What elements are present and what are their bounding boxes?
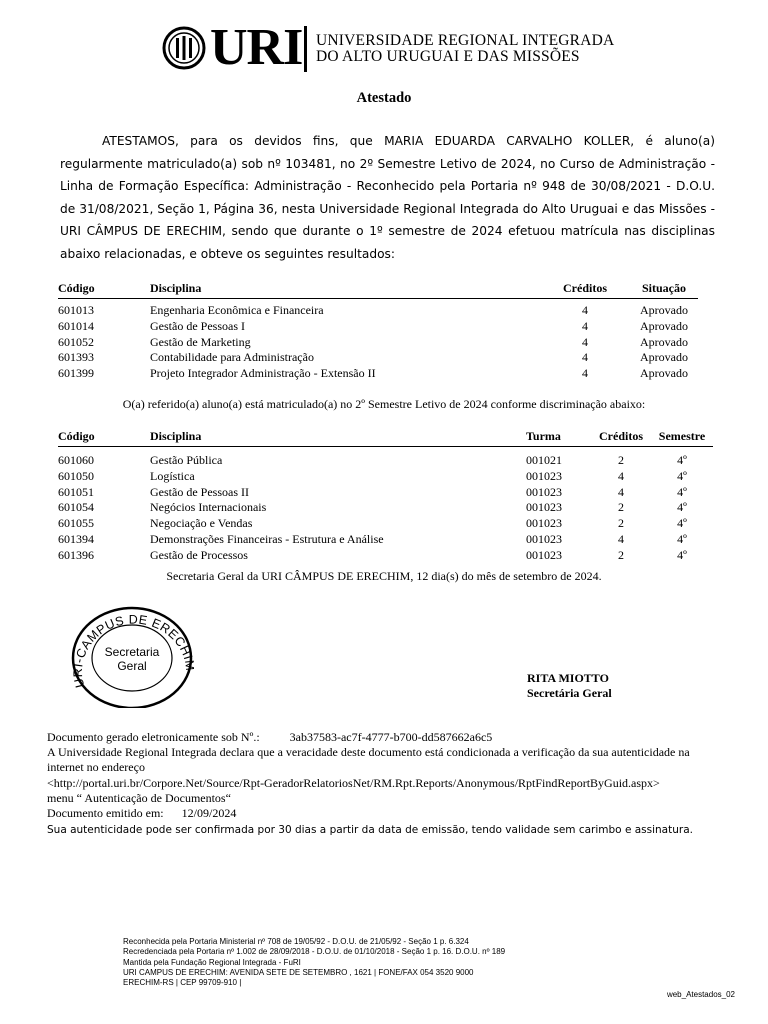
- cell-credits: 4: [618, 468, 624, 483]
- menu-text: menu “ Autenticação de Documentos“: [47, 790, 231, 805]
- table-row: [58, 548, 713, 564]
- cell-credits: 4: [582, 303, 588, 317]
- cell-code: 601396: [58, 547, 94, 562]
- cell-credits: 4: [582, 318, 588, 333]
- table-row: [58, 350, 698, 366]
- cell-code: 601054: [58, 500, 94, 515]
- cell-status: Aprovado: [640, 350, 688, 365]
- cell-credits: 4: [618, 484, 624, 499]
- cell-discipline: Logística: [150, 468, 195, 483]
- cell-discipline: Demonstrações Financeiras - Estrutura e Análise: [150, 531, 384, 546]
- generated-id[interactable]: 3ab37583-ac7f-4777-b700-dd587662a6c5: [289, 730, 493, 744]
- cell-class: 001023: [526, 484, 562, 499]
- issued-line: [47, 806, 727, 821]
- table-row: [58, 469, 713, 485]
- seal-center-line2: Geral: [117, 659, 147, 673]
- cell-code: 601052: [58, 334, 94, 349]
- cell-status: Aprovado: [640, 303, 688, 317]
- web-reference: web_Atestados_02: [666, 990, 735, 999]
- cell-class: 001023: [526, 516, 562, 531]
- header-semester: Semestre: [651, 426, 713, 447]
- cell-discipline: Projeto Integrador Administração - Extensão II: [150, 366, 376, 381]
- cell-class: 001023: [526, 500, 562, 515]
- verification-text: A Universidade Regional Integrada declara que a veracidade deste documento está condicionada a verificação da sua autenticidade na internet no endereço: [47, 745, 690, 775]
- logo-text: URI: [210, 19, 303, 76]
- info-line: ERECHIM-RS | CEP 99709-910 |: [123, 978, 242, 988]
- seal-center-line1: Secretaria: [104, 645, 160, 659]
- signer-role: Secretária Geral: [527, 686, 612, 700]
- header-discipline: Disciplina: [150, 278, 540, 299]
- cell-semester: 4º: [677, 516, 687, 531]
- cell-credits: 4: [582, 334, 588, 349]
- cell-code: 601050: [58, 468, 94, 483]
- cell-credits: 4: [582, 366, 588, 381]
- secretaria-seal: [70, 604, 194, 713]
- header-discipline: Disciplina: [150, 426, 526, 447]
- cell-code: 601394: [58, 531, 94, 546]
- verification-url[interactable]: <http://portal.uri.br/Corpore.Net/Source/Rpt-GeradorRelatoriosNet/RM.Rpt.Reports/Anonymous/RptFindReportByGuid.aspx>: [47, 775, 660, 790]
- cell-status: Aprovado: [640, 318, 688, 333]
- info-line: URI CAMPUS DE ERECHIM: AVENIDA SETE DE SETEMBRO , 1621 | FONE/FAX 054 3520 9000: [123, 967, 474, 977]
- university-name: [316, 33, 614, 65]
- cell-discipline: Gestão de Processos: [150, 547, 248, 562]
- results-table: [58, 278, 698, 382]
- issue-date-line: Secretaria Geral da URI CÂMPUS DE ERECHIM, 12 dia(s) do mês de setembro de 2024.: [166, 569, 602, 583]
- issued-date: 12/09/2024: [181, 806, 237, 821]
- cell-credits: 2: [618, 516, 624, 531]
- cell-status: Aprovado: [640, 334, 688, 349]
- header-class: Turma: [526, 426, 591, 447]
- uri-emblem-icon: [162, 26, 206, 75]
- generated-label: Documento gerado eletronicamente sob Nº.:: [47, 730, 260, 744]
- cell-class: 001023: [526, 531, 562, 546]
- header-code: Código: [58, 278, 150, 299]
- cell-credits: 4: [618, 531, 624, 546]
- cell-code: 601399: [58, 366, 94, 381]
- issued-label: Documento emitido em:: [47, 806, 164, 821]
- cell-discipline: Gestão de Pessoas II: [150, 484, 249, 499]
- cell-discipline: Engenharia Econômica e Financeira: [150, 303, 324, 317]
- signer-name: RITA MIOTTO: [527, 671, 609, 685]
- cell-discipline: Negócios Internacionais: [150, 500, 267, 515]
- cell-semester: 4º: [677, 468, 687, 483]
- cell-discipline: Negociação e Vendas: [150, 516, 253, 531]
- info-line: Recredenciada pela Portaria nº 1.002 de 28/09/2018 - D.O.U. de 01/10/2018 - Seção 1 p. 16. D.O.U. nº 189: [123, 947, 506, 957]
- cell-code: 601055: [58, 516, 94, 531]
- cell-credits: 2: [618, 547, 624, 562]
- cell-semester: 4º: [677, 547, 687, 562]
- table-row: [58, 319, 698, 335]
- enrollment-table: [58, 426, 713, 564]
- header-credits: Créditos: [591, 426, 651, 447]
- cell-discipline: Contabilidade para Administração: [150, 350, 314, 365]
- validity-text: Sua autenticidade pode ser confirmada por 30 dias a partir da data de emissão, tendo validade sem carimbo e assinatura.: [47, 824, 693, 837]
- enrollment-note: O(a) referido(a) aluno(a) está matriculado(a) no 2º Semestre Letivo de 2024 conforme discriminação abaixo:: [122, 397, 646, 411]
- cell-class: 001021: [526, 453, 562, 467]
- cell-code: 601393: [58, 350, 94, 365]
- cell-discipline: Gestão Pública: [150, 453, 223, 467]
- info-line: Reconhecida pela Portaria Ministerial nº 708 de 19/05/92 - D.O.U. de 21/05/92 - Seção 1 p. 6.324: [123, 937, 469, 946]
- table-row: [58, 303, 698, 319]
- intro-paragraph: ATESTAMOS, para os devidos fins, que MARIA EDUARDA CARVALHO KOLLER, é aluno(a) regularmente matriculado(a) sob nº 103481, no 2º Semestre Letivo de 2024, no Curso de Administração - Linha de Formação Específica: Administração - Reconhecido pela Portaria nº 948 de 30/08/2021 - D.O.U. de 31/08/2021, Seção 1, Página 36, nesta Universidade Regional Integrada do Alto Uruguai e das Missões - URI CÂMPUS DE ERECHIM, sendo que durante o 1º semestre de 2024 efetuou matrícula nas disciplinas abaixo relacionadas, e obteve os seguintes resultados:: [60, 134, 715, 261]
- signature-block: [527, 671, 612, 701]
- cell-credits: 2: [618, 500, 624, 515]
- cell-status: Aprovado: [640, 366, 688, 381]
- generated-line: [47, 730, 727, 745]
- cell-semester: 4º: [677, 531, 687, 546]
- table-row: [58, 366, 698, 382]
- cell-class: 001023: [526, 547, 562, 562]
- table-row: [58, 335, 698, 351]
- authentication-block: [47, 730, 727, 838]
- document-title: Atestado: [356, 90, 412, 106]
- cell-class: 001023: [526, 468, 562, 483]
- table-row: [58, 485, 713, 501]
- header-code: Código: [58, 426, 150, 447]
- university-name-line1: UNIVERSIDADE REGIONAL INTEGRADA: [316, 32, 615, 49]
- cell-semester: 4º: [677, 500, 687, 515]
- cell-discipline: Gestão de Pessoas I: [150, 318, 245, 333]
- table-row: [58, 500, 713, 516]
- table-row: [58, 532, 713, 548]
- institution-info: [123, 937, 505, 988]
- table-row: [58, 453, 713, 469]
- header-credits: Créditos: [540, 278, 630, 299]
- cell-code: 601013: [58, 303, 94, 317]
- seal-ring-text: URI-CAMPUS DE ERECHI: [70, 612, 194, 690]
- header-status: Situação: [630, 278, 698, 299]
- table-row: [58, 516, 713, 532]
- cell-credits: 2: [618, 453, 624, 467]
- cell-semester: 4º: [677, 484, 687, 499]
- header-divider: [304, 26, 307, 72]
- cell-semester: 4º: [677, 453, 687, 467]
- info-line: Mantida pela Fundação Regional Integrada - FuRI: [123, 957, 301, 967]
- university-name-line2: DO ALTO URUGUAI E DAS MISSÕES: [316, 48, 580, 65]
- cell-code: 601014: [58, 318, 94, 333]
- cell-code: 601051: [58, 484, 94, 499]
- cell-credits: 4: [582, 350, 588, 365]
- cell-discipline: Gestão de Marketing: [150, 334, 251, 349]
- cell-code: 601060: [58, 453, 94, 467]
